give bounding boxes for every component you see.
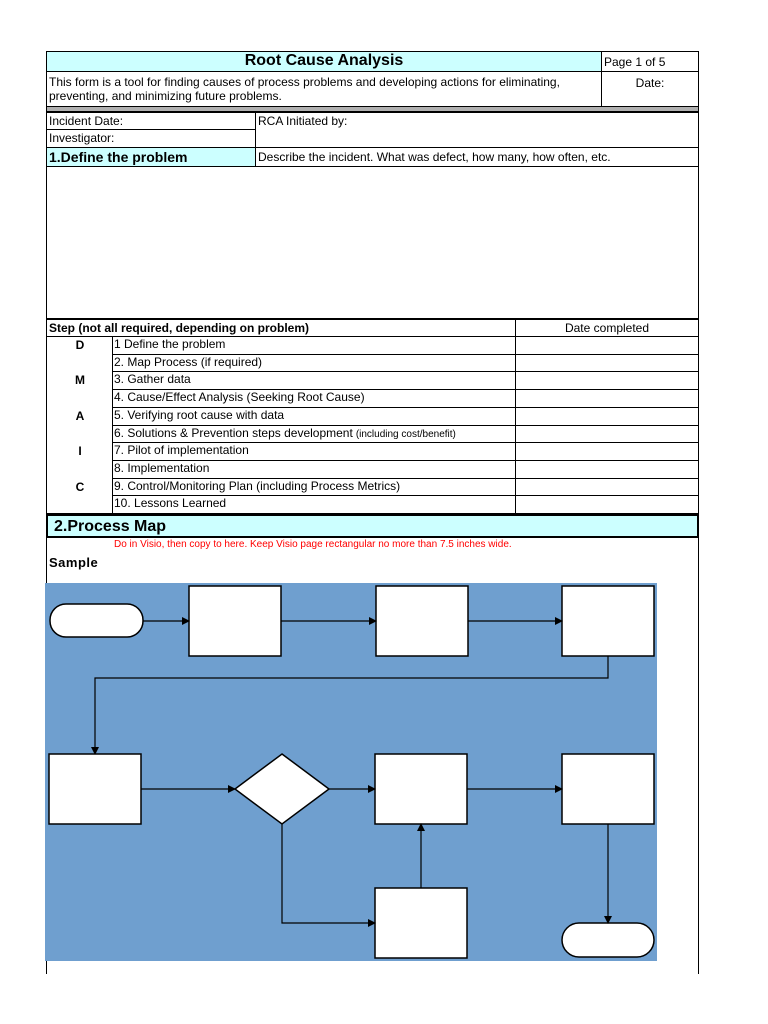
process-box-7 <box>375 888 467 958</box>
process-map-right-border <box>698 538 699 974</box>
step-label <box>114 443 249 458</box>
dmaic-letter: A <box>75 409 85 423</box>
step-label-text: 7. Pilot of implementation <box>114 443 249 457</box>
step-date-completed-cell[interactable] <box>516 442 698 459</box>
step-label <box>114 372 191 387</box>
date-completed-header: Date completed <box>515 318 699 337</box>
step-label <box>114 355 262 370</box>
investigator-field[interactable]: Investigator: <box>46 129 256 148</box>
define-problem-prompt: Describe the incident. What was defect, how many, how often, etc. <box>255 147 699 167</box>
sample-label: Sample <box>49 555 99 570</box>
process-box-3 <box>562 586 654 656</box>
step-date-completed-cell[interactable] <box>516 495 698 512</box>
page-number: Page 1 of 5 <box>601 51 699 72</box>
process-box-6 <box>562 754 654 824</box>
dmaic-letter: M <box>75 373 85 387</box>
process-map-heading: 2.Process Map <box>46 514 699 538</box>
process-box-5 <box>375 754 467 824</box>
problem-description-area[interactable] <box>46 166 699 319</box>
step-label-text: 2. Map Process (if required) <box>114 355 263 369</box>
dmaic-letter: I <box>78 444 82 458</box>
step-date-completed-cell[interactable] <box>516 336 698 353</box>
step-label-text: 9. Control/Monitoring Plan (including Process Metrics) <box>114 479 401 493</box>
step-label-text: 6. Solutions & Prevention steps development <box>114 426 353 440</box>
form-title: Root Cause Analysis <box>46 51 602 72</box>
step-date-completed-cell[interactable] <box>516 460 698 477</box>
step-label <box>114 426 456 442</box>
step-date-completed-cell[interactable] <box>516 425 698 442</box>
sample-flowchart <box>44 582 658 962</box>
step-label-text: 5. Verifying root cause with data <box>114 408 285 422</box>
step-label <box>114 390 365 405</box>
step-label <box>114 479 400 494</box>
start-terminator <box>50 604 143 637</box>
step-label <box>114 408 284 423</box>
step-date-completed-cell[interactable] <box>516 407 698 424</box>
incident-date-field[interactable]: Incident Date: <box>46 112 256 130</box>
step-date-completed-cell[interactable] <box>516 389 698 406</box>
process-box-2 <box>376 586 468 656</box>
step-date-completed-cell[interactable] <box>516 354 698 371</box>
process-box-1 <box>189 586 281 656</box>
step-date-completed-cell[interactable] <box>516 371 698 388</box>
step-label <box>114 337 225 352</box>
define-problem-heading: 1.Define the problem <box>46 147 256 167</box>
step-label <box>114 461 209 476</box>
date-label: Date: <box>601 71 699 107</box>
form-description <box>46 71 602 107</box>
step-label-text: 8. Implementation <box>114 461 210 475</box>
step-label-text: 1 Define the problem <box>114 337 226 351</box>
description-line-2: preventing, and minimizing future problems. <box>49 89 282 103</box>
visio-instruction: Do in Visio, then copy to here. Keep Visio page rectangular no more than 7.5 inches wide. <box>114 539 512 550</box>
process-box-4 <box>49 754 141 824</box>
description-line-1: This form is a tool for finding causes of process problems and developing actions for eliminating, <box>49 75 560 89</box>
step-label-text: 4. Cause/Effect Analysis (Seeking Root Cause) <box>114 390 365 404</box>
steps-header: Step (not all required, depending on problem) <box>46 318 516 337</box>
step-label <box>114 496 226 511</box>
dmaic-letter: C <box>75 480 85 494</box>
end-terminator <box>562 923 654 957</box>
dmaic-letter: D <box>75 338 85 352</box>
rca-initiated-field[interactable]: RCA Initiated by: <box>255 112 699 148</box>
step-label-text: 3. Gather data <box>114 372 191 386</box>
step-date-completed-cell[interactable] <box>516 478 698 495</box>
step-label-text: 10. Lessons Learned <box>114 496 227 510</box>
step-label-note: (including cost/benefit) <box>355 429 456 440</box>
